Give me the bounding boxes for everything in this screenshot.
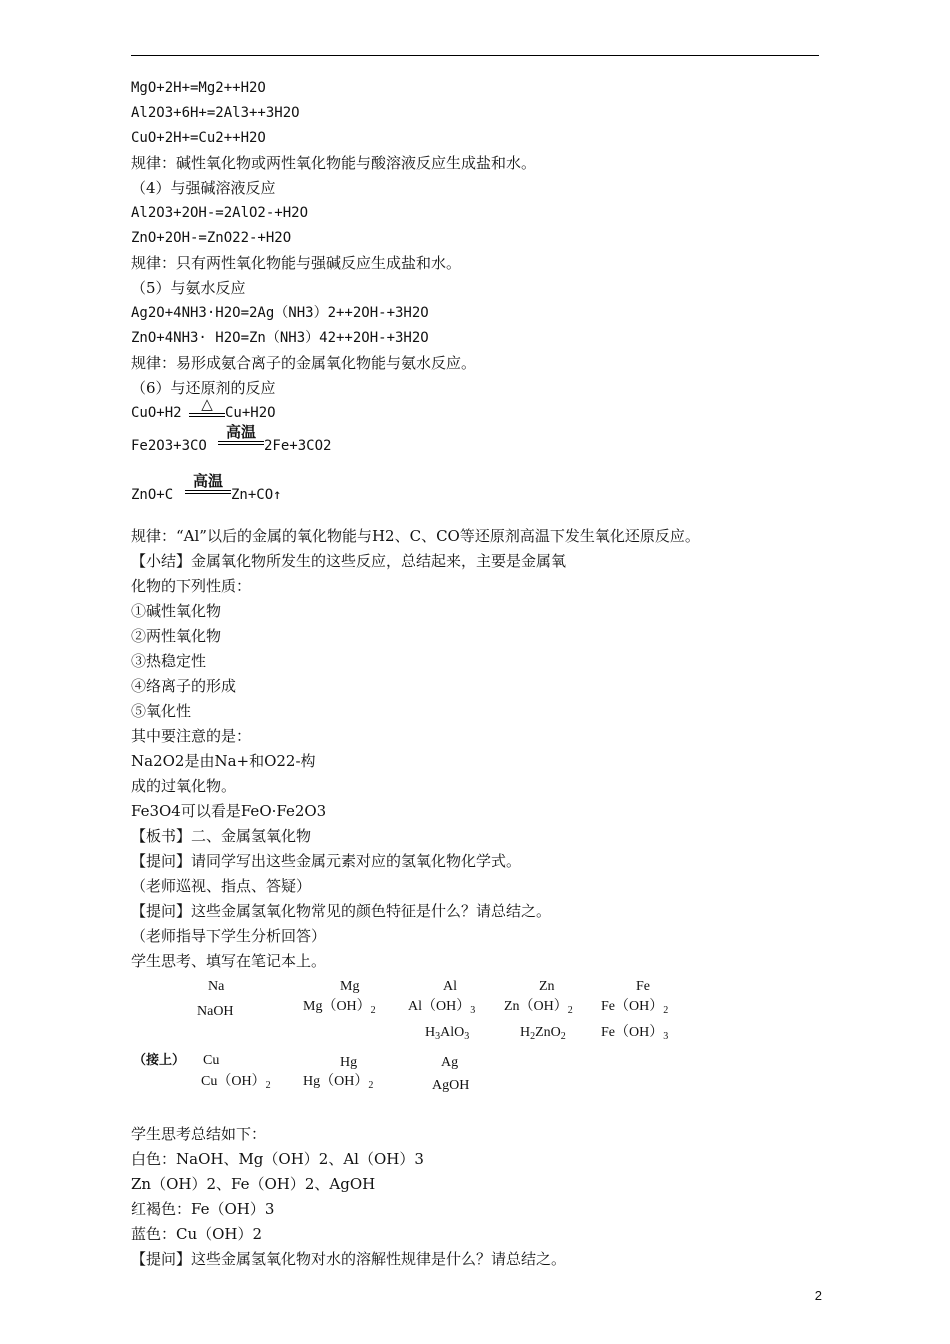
reaction-right: Cu+H2O	[225, 405, 276, 421]
reaction-right: 2Fe+3CO2	[264, 438, 332, 454]
element-zn: Zn	[539, 979, 555, 994]
high-temp-label: 高温	[192, 472, 223, 490]
reaction-right: Zn+CO↑	[231, 487, 282, 503]
reaction-condition	[189, 396, 225, 417]
note-line: 成的过氧化物。	[131, 777, 237, 795]
rule-text: 规律：碱性氧化物或两性氧化物能与酸溶液反应生成盐和水。	[131, 154, 537, 172]
section-heading: （4）与强碱溶液反应	[131, 179, 276, 197]
element-mg: Mg	[340, 979, 360, 994]
list-item: ①碱性氧化物	[131, 602, 222, 620]
color-line: 红褐色：Fe（OH）3	[131, 1200, 275, 1218]
color-line: Zn（OH）2、Fe（OH）2、AgOH	[131, 1175, 376, 1193]
element-fe: Fe	[636, 979, 650, 994]
equation-line: CuO+2H+=Cu2++H2O	[131, 130, 266, 146]
summary-line: 【小结】金属氧化物所发生的这些反应，总结起来，主要是金属氧	[131, 552, 567, 570]
section-heading: （6）与还原剂的反应	[131, 379, 276, 397]
rule-text: 规律：“Al”以后的金属的氧化物能与H2、C、CO等还原剂高温下发生氧化还原反应。	[131, 527, 700, 545]
list-item: ③热稳定性	[131, 652, 207, 670]
note-line: （老师指导下学生分析回答）	[131, 927, 327, 945]
note-line: 学生思考、填写在笔记本上。	[131, 952, 327, 970]
reaction-condition	[218, 424, 264, 445]
color-line: 蓝色：Cu（OH）2	[131, 1225, 263, 1243]
formula-h3alo3: $H_3AlO_3$	[425, 1025, 470, 1042]
formula-naoh: NaOH	[197, 1004, 234, 1019]
formula-hgoh2: $Hg(OH)_2$	[303, 1074, 374, 1091]
rule-text: 规律：易形成氨合离子的金属氧化物能与氨水反应。	[131, 354, 477, 372]
header-rule	[131, 55, 819, 56]
equation-line: Ag2O+4NH3·H2O=2Ag（NH3）2++2OH-+3H2O	[131, 305, 429, 321]
note-line: 其中要注意的是：	[131, 727, 252, 745]
list-item: ②两性氧化物	[131, 627, 222, 645]
section-heading: （5）与氨水反应	[131, 279, 246, 297]
formula-aloh3: $Al(OH)_3$	[408, 999, 476, 1016]
equals-bar	[218, 441, 264, 445]
board-heading: 【板书】二、金属氢氧化物	[131, 827, 312, 845]
reaction-left: CuO+H2	[131, 405, 182, 421]
formula-h2zno2: $H_2ZnO_2$	[520, 1025, 566, 1042]
formula-cuoh2: $Cu(OH)_2$	[201, 1074, 271, 1091]
note-line: Na2O2是由Na+和O22-构	[131, 752, 316, 770]
list-item: ④络离子的形成	[131, 677, 237, 695]
formula-agoh: AgOH	[432, 1078, 470, 1093]
element-na: Na	[208, 979, 225, 994]
page-number: 2	[814, 1288, 822, 1303]
question-line: 【提问】这些金属氢氧化物对水的溶解性规律是什么？请总结之。	[131, 1250, 567, 1268]
formula-feoh2: $Fe(OH)_2$	[601, 999, 669, 1016]
equation-line: MgO+2H+=Mg2++H2O	[131, 80, 266, 96]
equals-bar	[189, 413, 225, 417]
equals-bar	[185, 490, 231, 494]
equation-line: ZnO+2OH-=ZnO22-+H2O	[131, 230, 292, 246]
continued-label: （接上）	[133, 1053, 186, 1068]
element-ag: Ag	[441, 1055, 459, 1070]
note-line: （老师巡视、指点、答疑）	[131, 877, 312, 895]
note-line: Fe3O4可以看是FeO·Fe2O3	[131, 802, 327, 820]
rule-text: 规律：只有两性氧化物能与强碱反应生成盐和水。	[131, 254, 462, 272]
reaction-left: Fe2O3+3CO	[131, 438, 207, 454]
summary-line: 化物的下列性质：	[131, 577, 252, 595]
heat-symbol: △	[201, 395, 213, 413]
element-hg: Hg	[340, 1055, 358, 1070]
equation-line: ZnO+4NH3· H2O=Zn（NH3）42++2OH-+3H2O	[131, 330, 429, 346]
element-al: Al	[443, 979, 457, 994]
formula-feoh3: $Fe(OH)_3$	[601, 1025, 669, 1042]
formula-znoh2: $Zn(OH)_2$	[504, 999, 573, 1016]
element-cu: Cu	[203, 1053, 220, 1068]
equation-line: Al2O3+6H+=2Al3++3H2O	[131, 105, 300, 121]
list-item: ⑤氧化性	[131, 702, 192, 720]
equation-line: Al2O3+2OH-=2AlO2-+H2O	[131, 205, 309, 221]
reaction-condition	[185, 473, 231, 494]
color-line: 白色：NaOH、Mg（OH）2、Al（OH）3	[131, 1150, 424, 1168]
question-line: 【提问】请同学写出这些金属元素对应的氢氧化物化学式。	[131, 852, 522, 870]
high-temp-label: 高温	[225, 423, 256, 441]
formula-mgoh2: $Mg(OH)_2$	[303, 999, 376, 1016]
reaction-left: ZnO+C	[131, 487, 174, 503]
note-line: 学生思考总结如下：	[131, 1125, 267, 1143]
question-line: 【提问】这些金属氢氧化物常见的颜色特征是什么？请总结之。	[131, 902, 552, 920]
